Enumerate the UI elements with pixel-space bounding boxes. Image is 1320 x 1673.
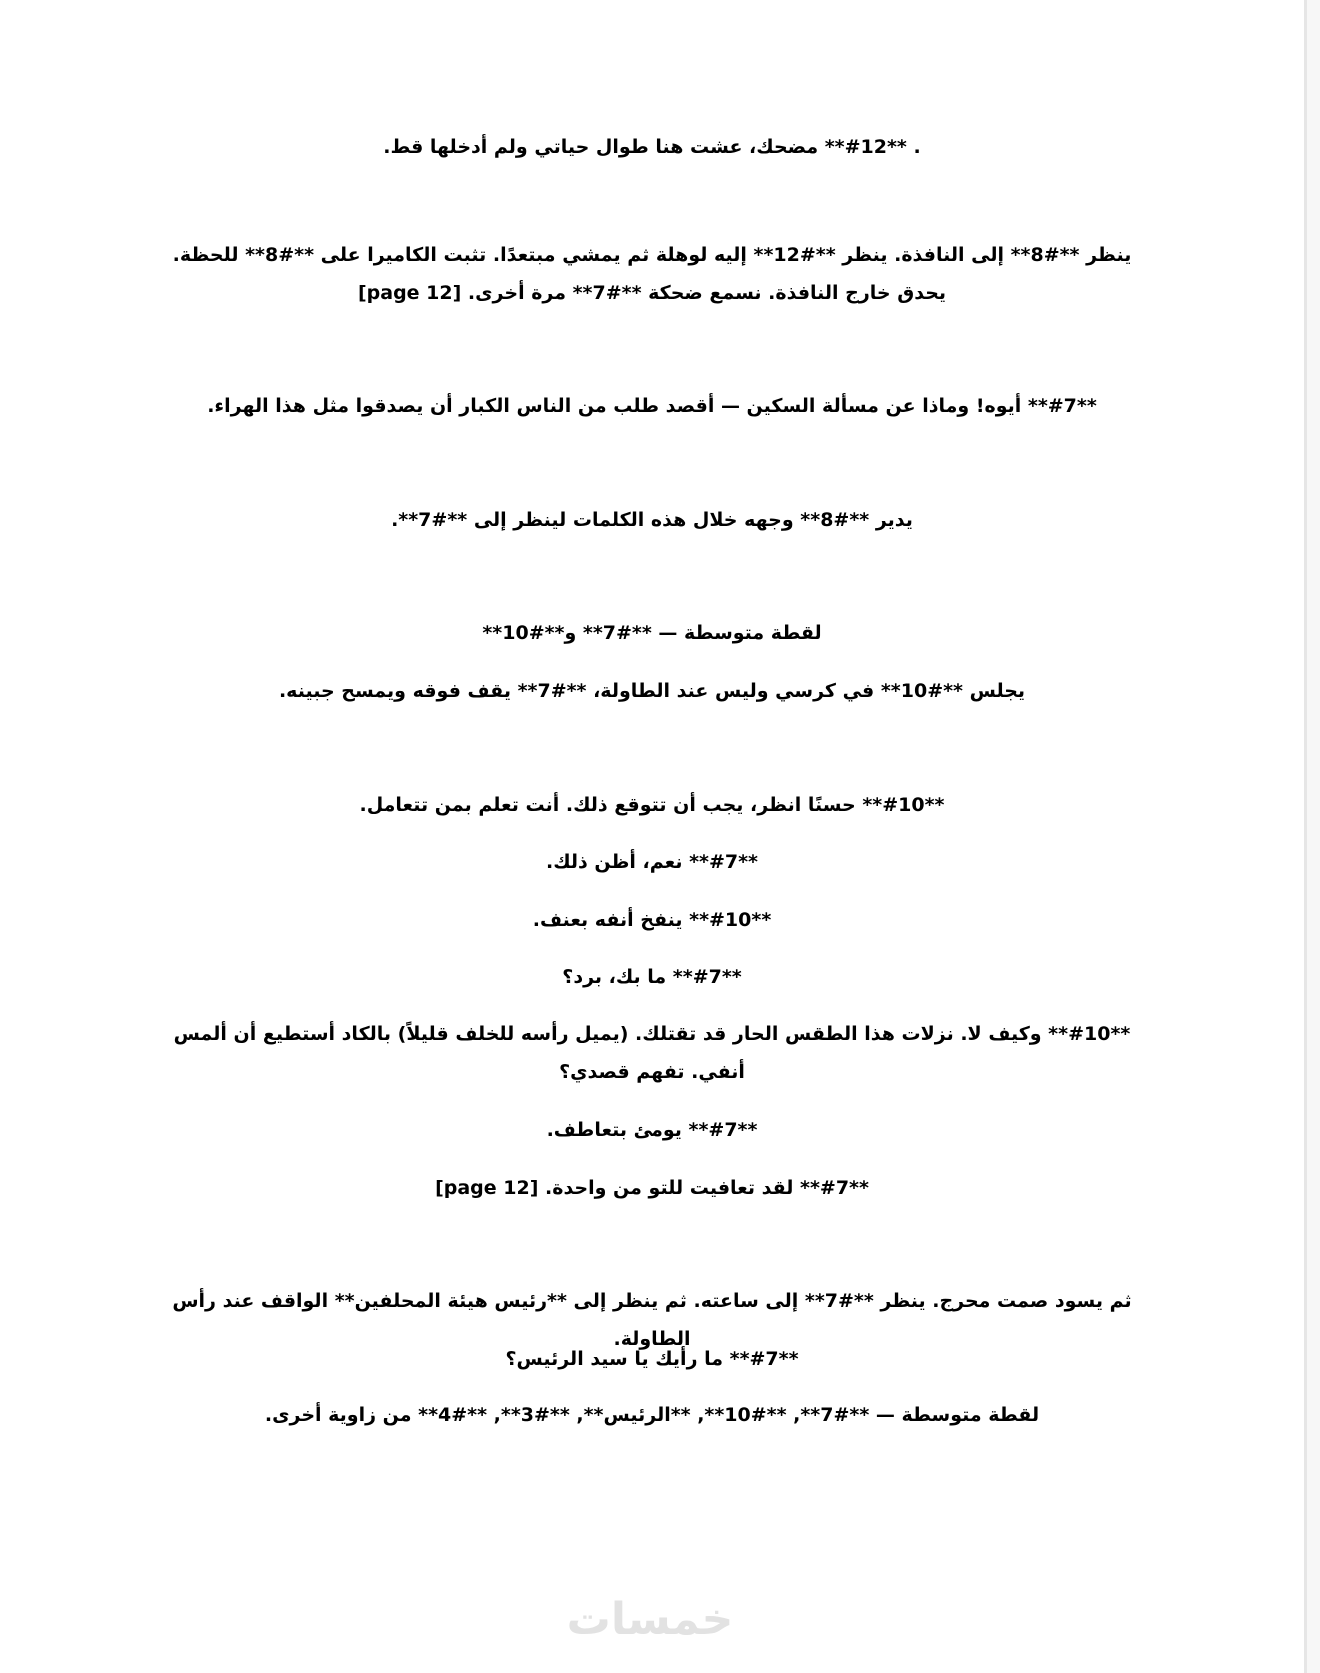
dialogue-4: **#7** ما بك، برد؟ xyxy=(562,966,742,988)
dialogue-8: **#7** ما رأيك يا سيد الرئيس؟ xyxy=(505,1348,799,1370)
dialogue-3: **#10** ينفخ أنفه بعنف. xyxy=(532,909,772,931)
dialogue-2: **#7** نعم، أظن ذلك. xyxy=(545,851,758,873)
right-gutter xyxy=(1307,0,1320,1673)
paragraph-6: يجلس **#10** في كرسي وليس عند الطاولة، **#7** يقف فوقه ويمسح جبينه. xyxy=(278,680,1026,702)
paragraph-3: **#7** أيوه! وماذا عن مسألة السكين — أقصد طلب من الناس الكبار أن يصدقوا مثل هذا الهراء. xyxy=(207,395,1097,417)
paragraph-2: ينظر **#8** إلى النافذة. ينظر **#12** إليه لوهلة ثم يمشي مبتعدًا. تثبت الكاميرا على **#8** للحظة. يحدق خارج النافذة. نسمع ضحكة **#7** مرة أخرى. [page 12] xyxy=(172,244,1132,304)
dialogue-7: **#7** لقد تعافيت للتو من واحدة. [page 12] xyxy=(435,1177,869,1199)
shot-heading-1: لقطة متوسطة — **#7** و**#10** xyxy=(482,622,822,644)
dialogue-5: **#10** وكيف لا. نزلات هذا الطقس الحار قد تقتلك. (يميل رأسه للخلف قليلاً) بالكاد أستطيع أن ألمس أنفي. تفهم قصدي؟ xyxy=(173,1023,1131,1083)
paragraph-4: يدير **#8** وجهه خلال هذه الكلمات لينظر إلى **#7**. xyxy=(391,509,913,531)
shot-heading-2: لقطة متوسطة — **#7**, **#10**, **الرئيس**, **#3**, **#4** من زاوية أخرى. xyxy=(264,1404,1040,1426)
paragraph-14: ثم يسود صمت محرج. ينظر **#7** إلى ساعته. ثم ينظر إلى **رئيس هيئة المحلفين** الواقف عند رأس الطاولة. xyxy=(172,1290,1132,1350)
watermark-logo: خمسات xyxy=(566,1594,734,1645)
dialogue-6: **#7** يومئ بتعاطف. xyxy=(546,1119,758,1141)
paragraph-1: . **#12** مضحك، عشت هنا طوال حياتي ولم أدخلها قط. xyxy=(383,136,921,158)
dialogue-1: **#10** حسنًا انظر، يجب أن تتوقع ذلك. أنت تعلم بمن تتعامل. xyxy=(359,794,945,816)
